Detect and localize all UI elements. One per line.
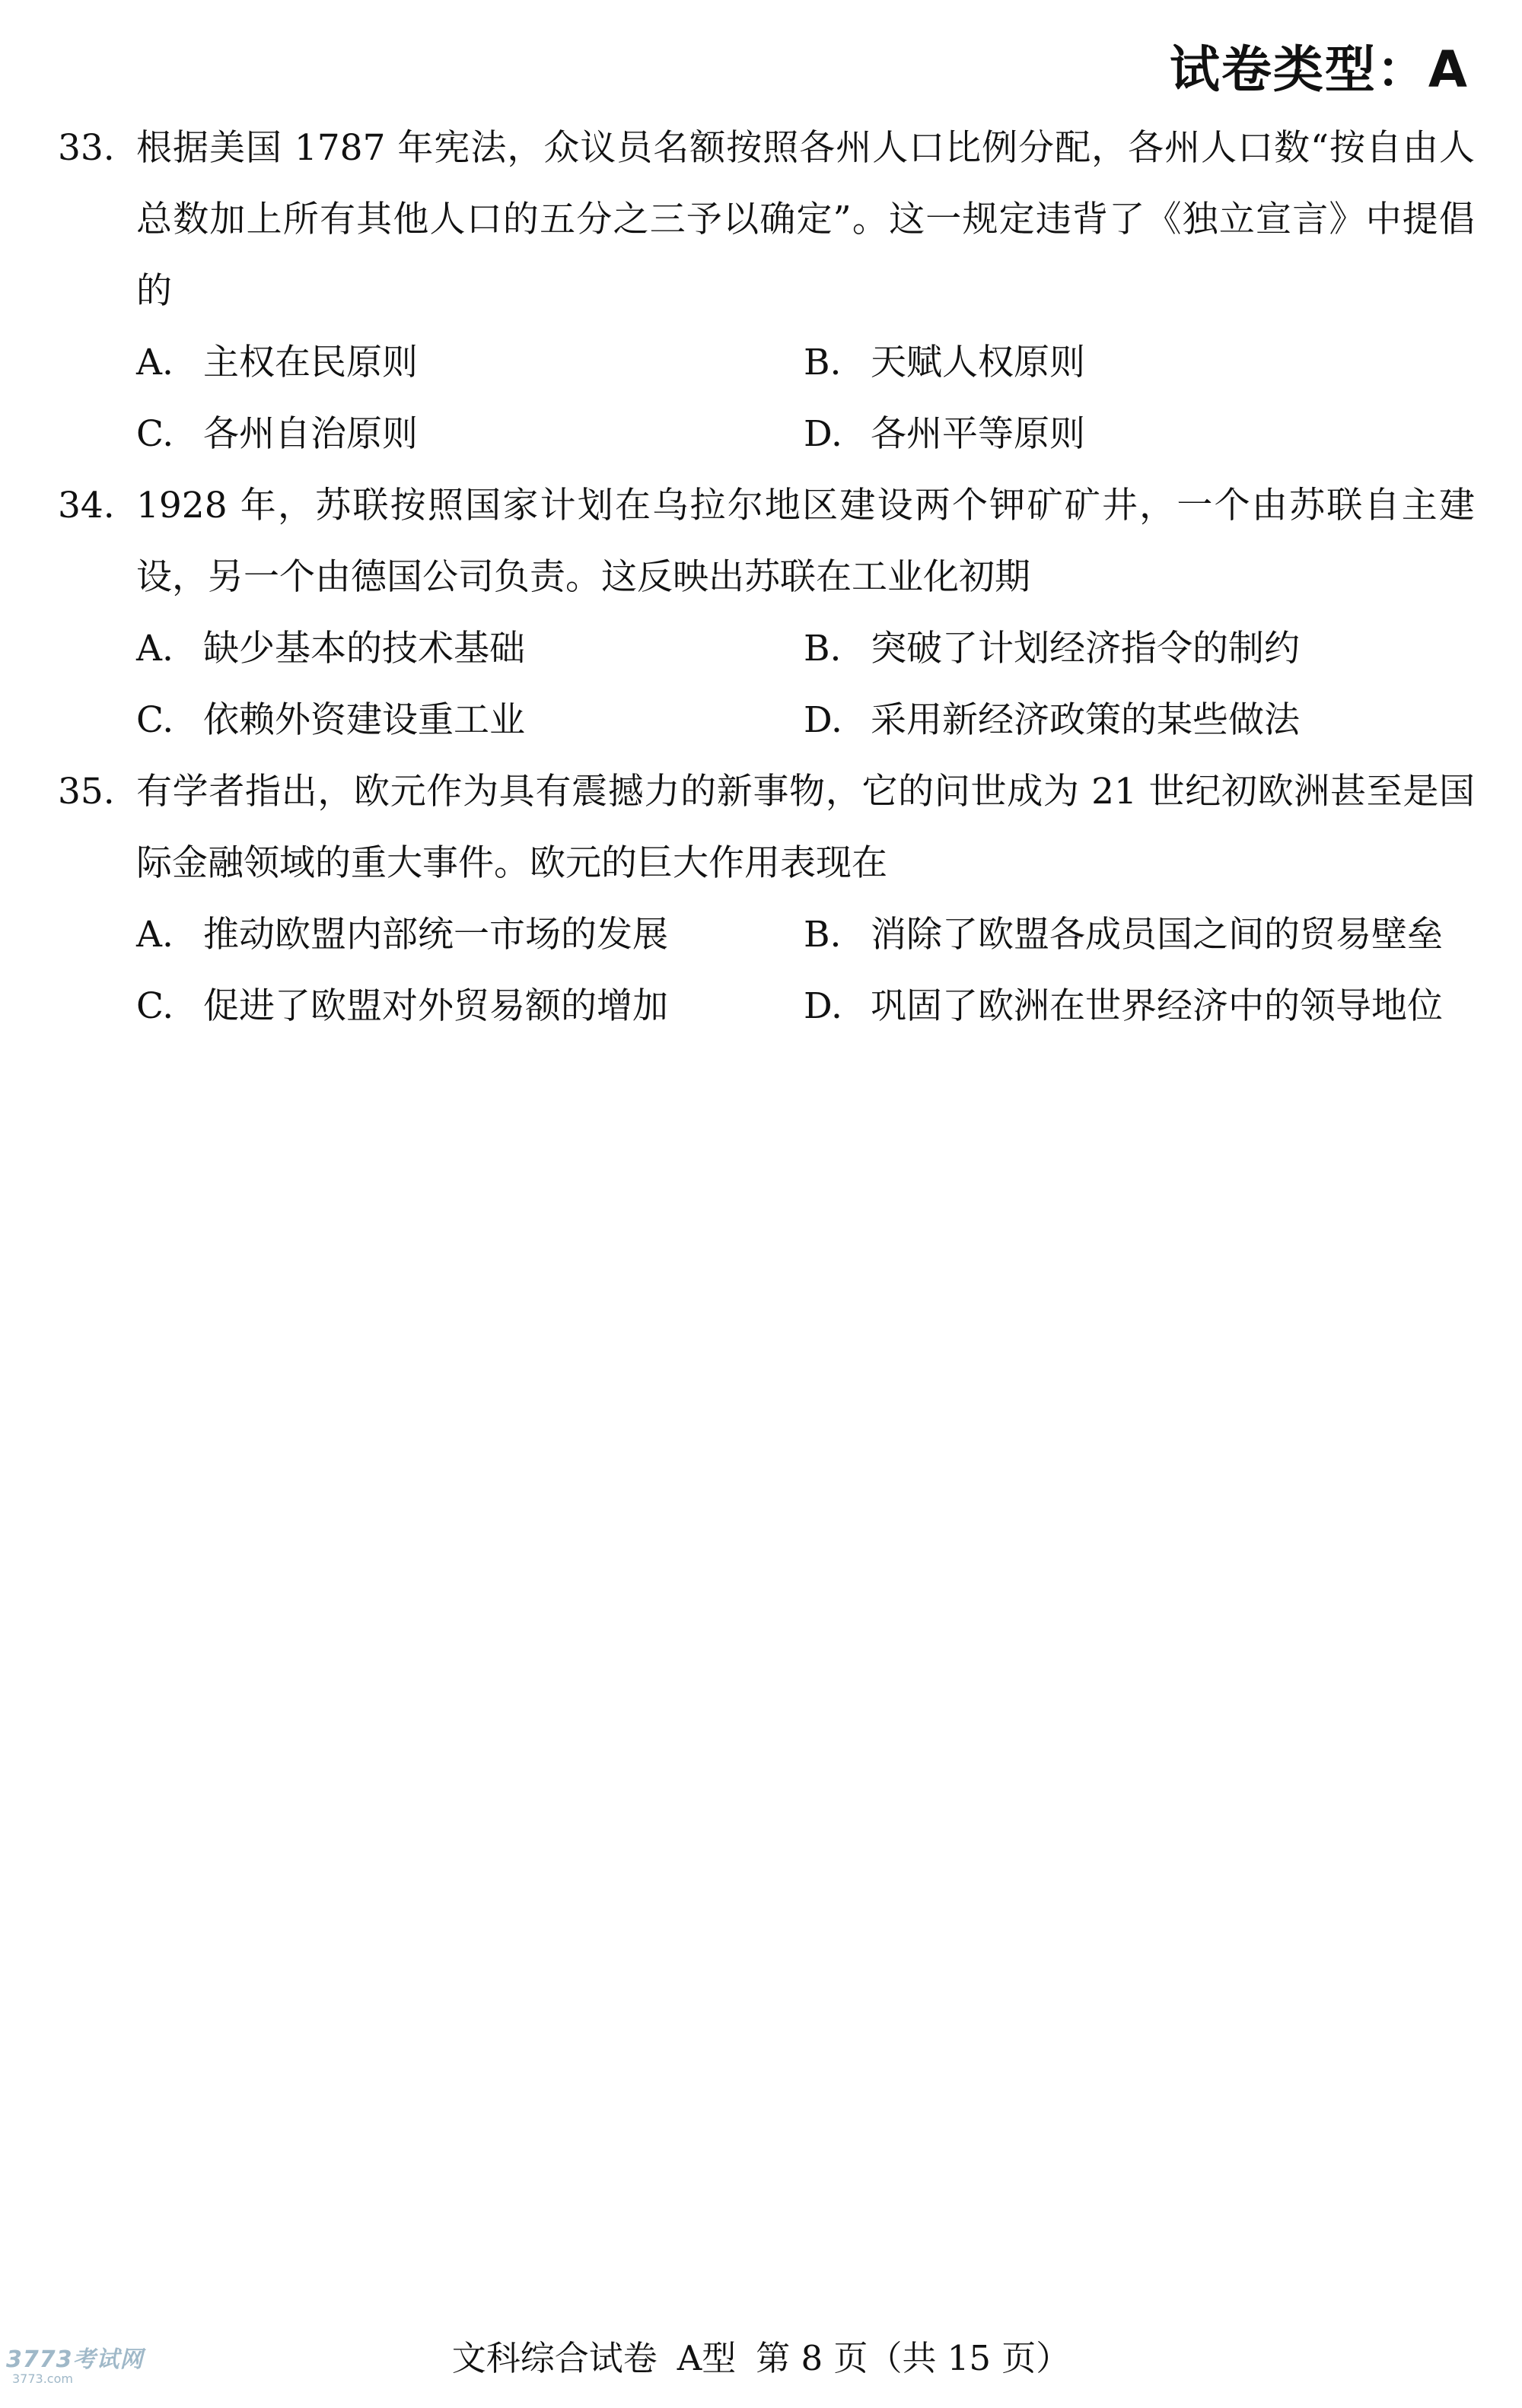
question-stem: 1928 年，苏联按照国家计划在乌拉尔地区建设两个钾矿矿井，一个由苏联自主建设，另一个由德国公司负责。这反映出苏联在工业化初期 (136, 485, 1475, 598)
watermark-url: 3773.com (12, 2371, 73, 2386)
paper-type-label: 试卷类型：A (1169, 40, 1469, 99)
option-letter: D. (804, 985, 842, 1027)
question-35 (58, 756, 1475, 1042)
option-text: 巩固了欧洲在世界经济中的领导地位 (871, 985, 1443, 1027)
option-text: 依赖外资建设重工业 (203, 699, 525, 741)
option-text: 推动欧盟内部统一市场的发展 (203, 914, 668, 956)
option-c (136, 399, 804, 470)
option-letter: A. (136, 628, 174, 670)
option-text: 突破了计划经济指令的制约 (871, 628, 1300, 670)
option-letter: D. (804, 699, 842, 741)
option-letter: A. (136, 914, 174, 956)
option-text: 各州平等原则 (871, 413, 1085, 455)
option-text: 消除了欧盟各成员国之间的贸易壁垒 (871, 914, 1443, 956)
option-grid (136, 613, 1475, 756)
paper-name: 文科综合试卷 (451, 2338, 658, 2378)
option-d (804, 971, 1475, 1042)
option-letter: A. (136, 342, 174, 383)
option-text: 天赋人权原则 (871, 342, 1085, 383)
option-letter: C. (136, 413, 174, 455)
site-watermark (6, 2348, 144, 2386)
option-a (136, 899, 804, 971)
option-letter: C. (136, 985, 174, 1027)
option-b (804, 327, 1475, 399)
page-number: 第 8 页（共 15 页） (756, 2338, 1071, 2378)
option-a (136, 327, 804, 399)
option-d (804, 685, 1475, 756)
option-text: 主权在民原则 (203, 342, 418, 383)
question-number: 33. (58, 127, 115, 169)
option-grid (136, 899, 1475, 1042)
option-letter: D. (804, 413, 842, 455)
paper-version: A型 (677, 2338, 737, 2378)
option-d (804, 399, 1475, 470)
option-text: 促进了欧盟对外贸易额的增加 (203, 985, 668, 1027)
question-list (58, 113, 1475, 1042)
option-letter: B. (804, 342, 842, 383)
option-c (136, 971, 804, 1042)
question-stem: 根据美国 1787 年宪法，众议员名额按照各州人口比例分配，各州人口数“按自由人总数加上所有其他人口的五分之三予以确定”。这一规定违背了《独立宣言》中提倡的 (136, 127, 1475, 312)
option-text: 缺少基本的技术基础 (203, 628, 525, 670)
option-b (804, 613, 1475, 685)
option-grid (136, 327, 1475, 470)
question-stem: 有学者指出，欧元作为具有震撼力的新事物，它的问世成为 21 世纪初欧洲甚至是国际金融领域的重大事件。欧元的巨大作用表现在 (136, 771, 1475, 884)
question-33 (58, 113, 1475, 470)
question-34 (58, 470, 1475, 756)
option-b (804, 899, 1475, 971)
option-a (136, 613, 804, 685)
option-text: 各州自治原则 (203, 413, 418, 455)
page-footer (0, 2330, 1522, 2380)
option-text: 采用新经济政策的某些做法 (871, 699, 1300, 741)
question-number: 35. (58, 771, 115, 813)
option-c (136, 685, 804, 756)
watermark-brand: 3773考试网 (6, 2346, 144, 2373)
option-letter: B. (804, 628, 842, 670)
option-letter: C. (136, 699, 174, 741)
question-number: 34. (58, 485, 115, 526)
option-letter: B. (804, 914, 842, 956)
